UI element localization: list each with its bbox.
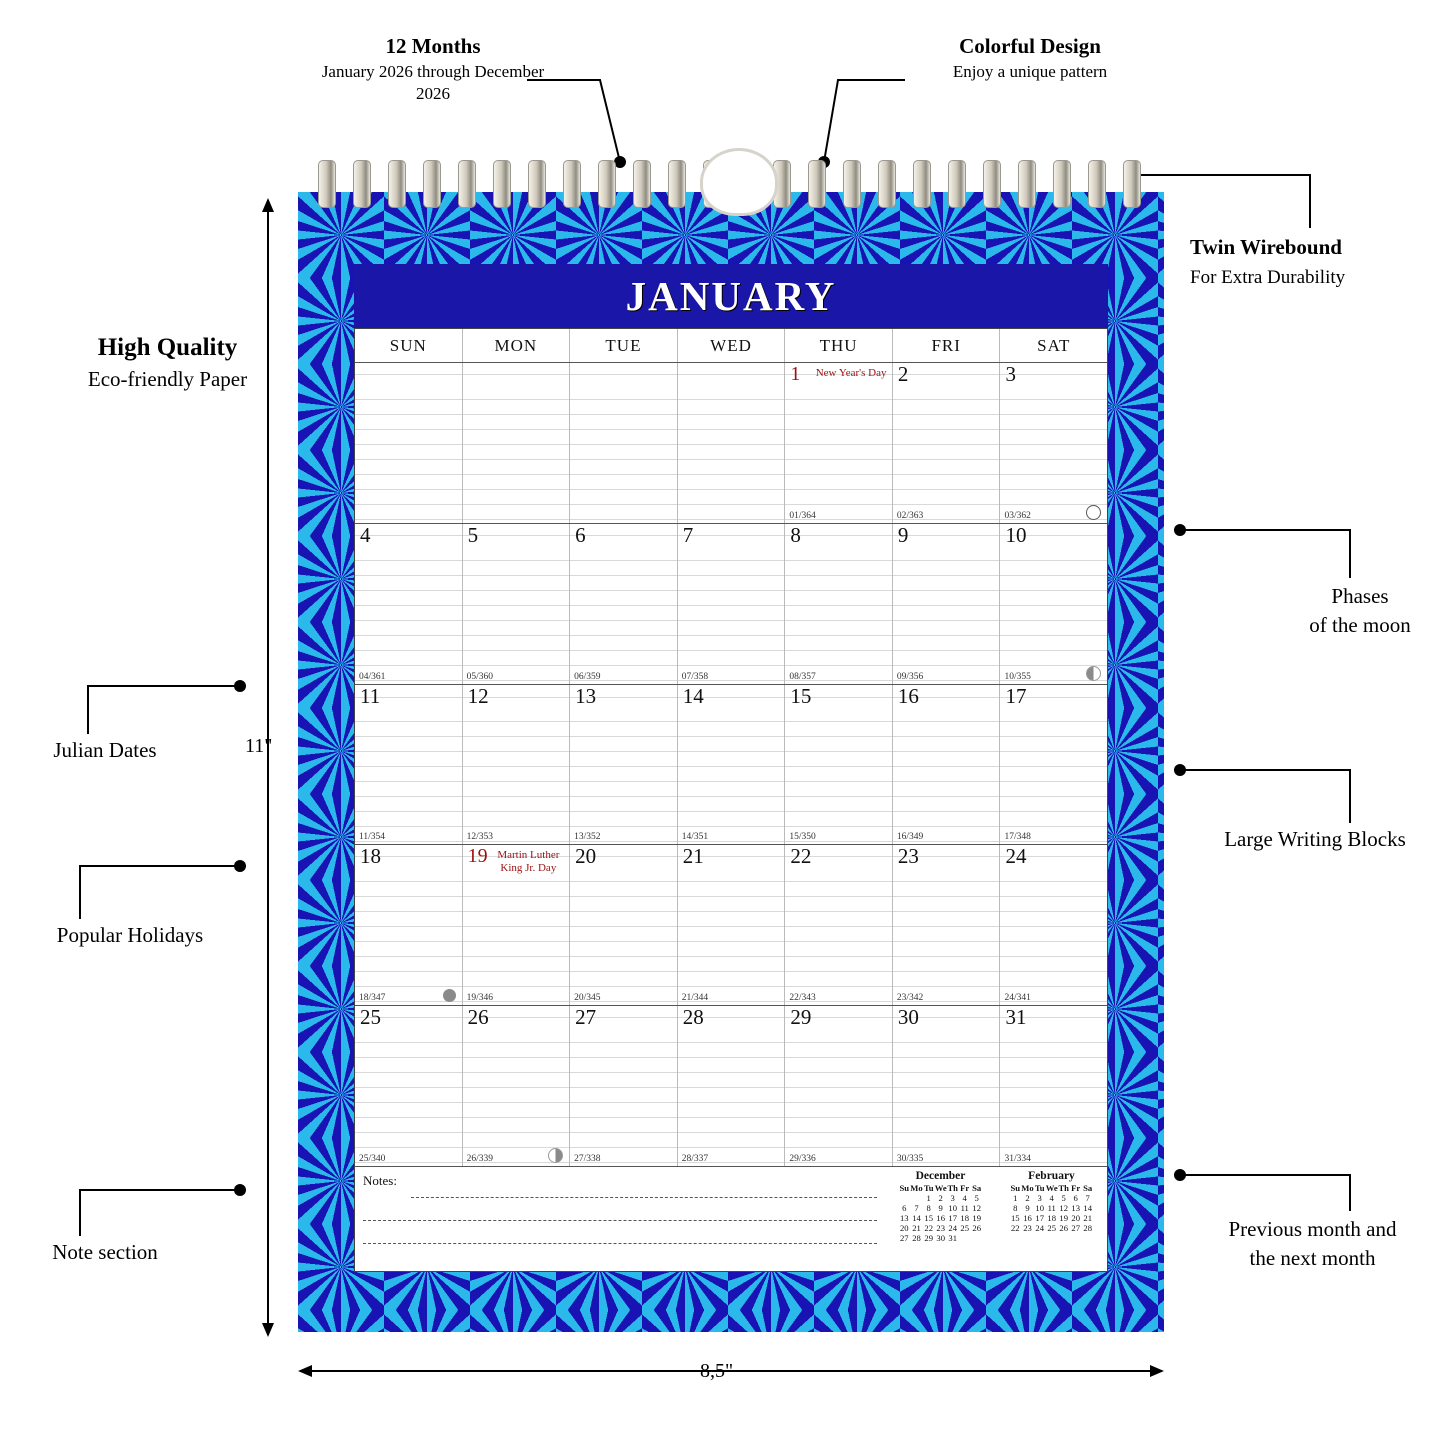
note-line[interactable] <box>363 1198 877 1221</box>
calendar-day-cell[interactable] <box>355 524 463 684</box>
weekday-header-row <box>355 329 1107 363</box>
month-title: JANUARY <box>625 273 837 319</box>
julian-date: 11/354 <box>359 832 386 843</box>
weekday-header: TUE <box>570 329 678 362</box>
mini-calendar-day: 26 <box>1059 1223 1068 1233</box>
mini-calendar-day: 14 <box>912 1213 921 1223</box>
mini-calendar <box>996 1167 1107 1271</box>
wire-coil <box>808 160 826 208</box>
julian-date: 26/339 <box>466 1153 493 1164</box>
day-number: 5 <box>467 522 479 547</box>
mini-calendar-day: 27 <box>899 1233 909 1243</box>
julian-date: 25/340 <box>359 1153 386 1164</box>
mini-calendar-day <box>1034 1233 1046 1243</box>
mini-calendar-day: 26 <box>972 1223 981 1233</box>
julian-date: 28/337 <box>681 1153 709 1164</box>
wire-coil <box>1053 160 1071 208</box>
day-number: 28 <box>682 1005 704 1030</box>
day-number: 20 <box>575 844 597 869</box>
julian-date: 07/358 <box>681 671 709 682</box>
mini-calendar-day: 31 <box>948 1233 957 1243</box>
mini-calendar-day: 12 <box>972 1203 981 1213</box>
julian-date: 22/343 <box>789 993 816 1004</box>
callout-note-section: Note section <box>52 1240 158 1264</box>
wire-coil <box>948 160 966 208</box>
calendar-week-row <box>355 363 1107 524</box>
calendar-day-cell[interactable] <box>785 845 893 1005</box>
julian-date: 19/346 <box>466 993 493 1004</box>
moon-phase-new-icon <box>1086 505 1101 520</box>
callout-wirebound-title: Twin Wirebound <box>1190 235 1342 259</box>
day-number: 3 <box>1005 362 1016 386</box>
wire-coil <box>388 160 406 208</box>
callout-julian-dates: Julian Dates <box>53 738 157 762</box>
mini-calendar-title: December <box>915 1170 966 1182</box>
julian-date: 16/349 <box>896 832 924 843</box>
julian-date: 23/342 <box>896 993 924 1004</box>
day-number: 24 <box>1005 844 1027 869</box>
day-number: 23 <box>897 844 919 869</box>
mini-calendar-day: 19 <box>1059 1213 1068 1223</box>
day-number: 1 <box>790 363 801 385</box>
wire-coil <box>493 160 511 208</box>
calendar-day-cell[interactable] <box>1000 1006 1107 1166</box>
note-line[interactable] <box>363 1221 877 1244</box>
mini-calendar-weekday: Th <box>1058 1183 1069 1193</box>
day-number: 18 <box>360 844 381 869</box>
calendar-day-cell[interactable] <box>570 524 678 684</box>
calendar-day-cell[interactable] <box>678 1006 786 1166</box>
julian-date: 01/364 <box>789 510 816 521</box>
julian-date: 10/355 <box>1004 671 1031 682</box>
mini-calendar-day: 15 <box>924 1213 933 1223</box>
mini-calendar-day: 10 <box>1035 1203 1044 1213</box>
calendar-day-cell[interactable] <box>570 685 678 845</box>
wire-coil <box>528 160 546 208</box>
mini-calendar-day: 4 <box>1049 1193 1054 1203</box>
callout-prevnext-line1: Previous month and <box>1228 1217 1397 1241</box>
calendar-day-cell[interactable] <box>678 685 786 845</box>
wire-coil <box>1018 160 1036 208</box>
mini-calendar-weekday: We <box>1045 1183 1058 1193</box>
calendar-day-cell[interactable] <box>570 363 678 523</box>
calendar-week-row <box>355 685 1107 846</box>
julian-date: 27/338 <box>574 1153 601 1164</box>
mini-calendar-day: 24 <box>948 1223 957 1233</box>
calendar-day-cell[interactable] <box>893 363 1001 523</box>
julian-date: 30/335 <box>896 1153 924 1164</box>
day-number: 4 <box>360 522 371 547</box>
day-number: 27 <box>575 1005 597 1030</box>
mini-calendar-day: 10 <box>948 1203 957 1213</box>
day-number: 17 <box>1005 683 1027 708</box>
wire-coil <box>913 160 931 208</box>
wire-coil <box>878 160 896 208</box>
mini-calendar-day <box>898 1193 910 1203</box>
calendar-day-cell[interactable] <box>893 524 1001 684</box>
mini-calendar-day <box>971 1233 983 1243</box>
mini-calendar-day <box>1046 1233 1058 1243</box>
mini-calendar-day: 1 <box>926 1193 931 1203</box>
wire-coil <box>598 160 616 208</box>
calendar-day-cell[interactable] <box>355 1006 463 1166</box>
calendar-day-cell[interactable] <box>463 685 571 845</box>
day-number: 12 <box>467 683 489 708</box>
calendar-day-cell[interactable] <box>678 363 786 523</box>
mini-calendar-day: 3 <box>950 1193 955 1203</box>
calendar-grid <box>354 328 1108 1272</box>
mini-calendar-day: 9 <box>1025 1203 1030 1213</box>
mini-calendar-day: 4 <box>962 1193 967 1203</box>
julian-date: 14/351 <box>681 832 709 843</box>
calendar-day-cell[interactable] <box>570 845 678 1005</box>
callout-quality-title: High Quality <box>97 334 238 361</box>
dimension-width-label: 8,5" <box>700 1360 734 1382</box>
mini-calendar-weekday: Tu <box>923 1183 934 1193</box>
moon-phase-first-icon <box>548 1148 563 1163</box>
calendar-day-cell[interactable] <box>785 524 893 684</box>
mini-calendar-day: 13 <box>899 1213 909 1223</box>
calendar-day-cell[interactable] <box>785 1006 893 1166</box>
mini-calendar-day: 27 <box>1071 1223 1080 1233</box>
mini-calendar-day: 24 <box>1035 1223 1044 1233</box>
julian-date: 18/347 <box>359 993 386 1004</box>
day-number: 10 <box>1005 522 1027 547</box>
mini-calendar-weekday: Mo <box>910 1183 923 1193</box>
day-number: 26 <box>467 1005 489 1030</box>
mini-calendar-day <box>1082 1233 1094 1243</box>
wire-coil <box>1088 160 1106 208</box>
julian-date: 24/341 <box>1004 993 1031 1004</box>
calendar-day-cell[interactable] <box>678 524 786 684</box>
holiday-label: Martin Luther King Jr. Day <box>497 849 560 875</box>
julian-date: 04/361 <box>359 671 386 682</box>
mini-calendar-weekday: Fr <box>960 1183 970 1193</box>
weekday-header: MON <box>463 329 571 362</box>
mini-calendar-day: 20 <box>899 1223 909 1233</box>
mini-calendar-day: 7 <box>914 1203 919 1213</box>
calendar-day-cell[interactable] <box>355 685 463 845</box>
weekday-header: SUN <box>355 329 463 362</box>
holiday-label: New Year's Day <box>815 367 887 379</box>
calendar-day-cell[interactable] <box>785 363 893 523</box>
calendar-day-cell[interactable] <box>463 524 571 684</box>
day-number: 7 <box>682 522 694 547</box>
day-number: 22 <box>790 844 812 869</box>
mini-calendar-day: 12 <box>1059 1203 1068 1213</box>
hanger-hook <box>700 148 778 216</box>
callout-popular-holidays: Popular Holidays <box>56 923 204 947</box>
mini-calendar-day: 15 <box>1010 1213 1020 1223</box>
calendar-day-cell[interactable] <box>463 845 571 1005</box>
day-number: 25 <box>360 1005 381 1030</box>
calendar-day-cell[interactable] <box>463 1006 571 1166</box>
mini-calendar-day: 25 <box>960 1223 969 1233</box>
callout-colorful-design <box>905 33 1155 83</box>
mini-calendar-day: 6 <box>1073 1193 1078 1203</box>
mini-calendar-weekday: Th <box>947 1183 958 1193</box>
callout-twin-wirebound <box>1190 232 1440 292</box>
mini-calendar-day: 2 <box>1025 1193 1030 1203</box>
julian-date: 02/363 <box>896 510 924 521</box>
mini-calendar-day: 9 <box>938 1203 943 1213</box>
mini-calendar-day: 5 <box>974 1193 979 1203</box>
callout-colorful-sub: Enjoy a unique pattern <box>952 61 1108 81</box>
mini-calendar-day: 18 <box>960 1213 969 1223</box>
mini-calendar-day <box>959 1233 971 1243</box>
mini-calendar-day: 30 <box>936 1233 945 1243</box>
mini-calendar-day: 13 <box>1071 1203 1080 1213</box>
calendar-day-cell[interactable] <box>1000 845 1107 1005</box>
day-number: 30 <box>897 1005 919 1030</box>
mini-calendar <box>885 1167 996 1271</box>
calendar-day-cell[interactable] <box>678 845 786 1005</box>
mini-calendar-day: 8 <box>1013 1203 1018 1213</box>
julian-date: 29/336 <box>789 1153 816 1164</box>
calendar-week-row <box>355 1006 1107 1166</box>
calendar-day-cell[interactable] <box>463 363 571 523</box>
wire-coil <box>353 160 371 208</box>
julian-date: 03/362 <box>1004 510 1031 521</box>
calendar-day-cell[interactable] <box>893 685 1001 845</box>
mini-calendar-day: 18 <box>1047 1213 1056 1223</box>
julian-date: 15/350 <box>789 832 816 843</box>
mini-calendar-day: 22 <box>1010 1223 1020 1233</box>
mini-calendar-weekday: Su <box>899 1183 910 1193</box>
julian-date: 08/357 <box>789 671 816 682</box>
mini-calendar-day <box>1070 1233 1082 1243</box>
callout-quality-sub: Eco-friendly Paper <box>87 367 248 391</box>
wire-coil <box>633 160 651 208</box>
julian-date: 06/359 <box>574 671 601 682</box>
julian-date: 31/334 <box>1004 1153 1031 1164</box>
calendar-day-cell[interactable] <box>893 845 1001 1005</box>
julian-date: 20/345 <box>574 993 601 1004</box>
mini-calendars <box>885 1167 1107 1271</box>
wire-coil <box>458 160 476 208</box>
mini-calendar-day: 23 <box>936 1223 945 1233</box>
mini-calendar-day: 29 <box>924 1233 933 1243</box>
weekday-header: WED <box>678 329 786 362</box>
mini-calendar-day <box>1009 1233 1021 1243</box>
wire-coil <box>668 160 686 208</box>
calendar-day-cell[interactable] <box>355 845 463 1005</box>
callout-wirebound-sub: For Extra Durability <box>1190 266 1346 288</box>
wire-coil <box>843 160 861 208</box>
weekday-header: FRI <box>893 329 1001 362</box>
mini-calendar-day: 16 <box>936 1213 945 1223</box>
mini-calendar-day: 25 <box>1047 1223 1056 1233</box>
day-number: 14 <box>682 683 704 708</box>
calendar-page <box>298 192 1164 1332</box>
moon-phase-last-icon <box>1086 666 1101 681</box>
mini-calendar-day: 1 <box>1013 1193 1018 1203</box>
notes-row <box>355 1166 1107 1271</box>
day-number: 8 <box>790 522 801 547</box>
dimension-height-label: 11" <box>245 735 273 757</box>
callout-large-writing-blocks: Large Writing Blocks <box>1224 827 1406 851</box>
calendar-day-cell[interactable] <box>785 685 893 845</box>
day-number: 13 <box>575 683 597 708</box>
mini-calendar-day: 16 <box>1023 1213 1032 1223</box>
julian-date: 05/360 <box>466 671 493 682</box>
mini-calendar-weekday: Sa <box>972 1183 982 1193</box>
wire-coil <box>563 160 581 208</box>
mini-calendar-day: 28 <box>912 1233 921 1243</box>
callout-prevnext-line2: the next month <box>1249 1246 1376 1271</box>
calendar-day-cell[interactable] <box>1000 363 1107 523</box>
mini-calendar-weekday: Sa <box>1083 1183 1093 1193</box>
mini-calendar-day: 5 <box>1061 1193 1066 1203</box>
calendar-day-cell[interactable] <box>1000 685 1107 845</box>
mini-calendar-day: 6 <box>902 1203 907 1213</box>
wire-coil <box>318 160 336 208</box>
julian-date: 13/352 <box>574 832 601 843</box>
mini-calendar-day <box>910 1193 922 1203</box>
mini-calendar-day: 22 <box>924 1223 933 1233</box>
mini-calendar-day: 11 <box>960 1203 969 1213</box>
day-number: 6 <box>575 522 586 547</box>
callout-high-quality <box>40 330 295 394</box>
wire-coil <box>423 160 441 208</box>
callout-colorful-title: Colorful Design <box>959 34 1101 58</box>
julian-date: 12/353 <box>466 832 493 843</box>
mini-calendar-weekday: Tu <box>1034 1183 1045 1193</box>
mini-calendar-weekday: Fr <box>1071 1183 1081 1193</box>
mini-calendar-day: 2 <box>938 1193 943 1203</box>
mini-calendar-weekday: Mo <box>1021 1183 1034 1193</box>
julian-date: 17/348 <box>1004 832 1031 843</box>
note-line[interactable] <box>411 1175 877 1198</box>
julian-date: 09/356 <box>896 671 924 682</box>
callout-12-months <box>318 33 548 106</box>
callout-previous-next-month <box>1190 1215 1435 1274</box>
mini-calendar-day: 21 <box>1083 1213 1092 1223</box>
day-number: 31 <box>1005 1005 1027 1030</box>
day-number: 29 <box>790 1005 812 1030</box>
calendar-weeks <box>355 363 1107 1166</box>
wire-coil <box>1123 160 1141 208</box>
mini-calendar-day: 23 <box>1023 1223 1032 1233</box>
day-number: 16 <box>897 683 919 708</box>
callout-moon-phases <box>1270 582 1445 641</box>
callout-moon-line1: Phases <box>1331 584 1389 608</box>
callout-12-months-sub: January 2026 through December 2026 <box>321 61 545 104</box>
mini-calendar-day: 11 <box>1047 1203 1056 1213</box>
notes-label: Notes: <box>363 1173 397 1188</box>
mini-calendar-day <box>1058 1233 1070 1243</box>
mini-calendar-day: 17 <box>1035 1213 1044 1223</box>
day-number: 9 <box>897 522 909 547</box>
mini-calendar-day: 28 <box>1083 1223 1092 1233</box>
day-number: 11 <box>360 683 381 708</box>
day-number: 2 <box>897 362 909 386</box>
calendar-day-cell[interactable] <box>570 1006 678 1166</box>
weekday-header: SAT <box>1037 336 1071 355</box>
twin-wire-binding <box>300 160 1162 216</box>
mini-calendar-day: 17 <box>948 1213 957 1223</box>
mini-calendar-weekday: Su <box>1010 1183 1021 1193</box>
mini-calendar-weekday: We <box>934 1183 947 1193</box>
mini-calendar-day <box>1021 1233 1033 1243</box>
day-number: 15 <box>790 683 812 708</box>
weekday-header: THU <box>785 329 893 362</box>
calendar-day-cell[interactable] <box>893 1006 1001 1166</box>
wire-coil <box>983 160 1001 208</box>
mini-calendar-day: 19 <box>972 1213 981 1223</box>
moon-phase-full-icon <box>443 989 456 1002</box>
julian-date: 21/344 <box>681 993 709 1004</box>
calendar-day-cell[interactable] <box>1000 524 1107 684</box>
callout-12-months-title: 12 Months <box>385 34 481 58</box>
calendar-week-row <box>355 845 1107 1006</box>
mini-calendar-title: February <box>1028 1170 1075 1182</box>
day-number: 21 <box>682 844 704 869</box>
day-number: 19 <box>467 845 488 868</box>
mini-calendar-day: 8 <box>926 1203 931 1213</box>
calendar-week-row <box>355 524 1107 685</box>
mini-calendar-day: 7 <box>1085 1193 1090 1203</box>
calendar-day-cell[interactable] <box>355 363 463 523</box>
callout-moon-line2: of the moon <box>1309 613 1411 638</box>
notes-area[interactable] <box>355 1167 885 1271</box>
mini-calendar-day: 3 <box>1037 1193 1042 1203</box>
mini-calendar-day: 20 <box>1071 1213 1080 1223</box>
mini-calendar-day: 14 <box>1083 1203 1092 1213</box>
mini-calendar-day: 21 <box>912 1223 921 1233</box>
